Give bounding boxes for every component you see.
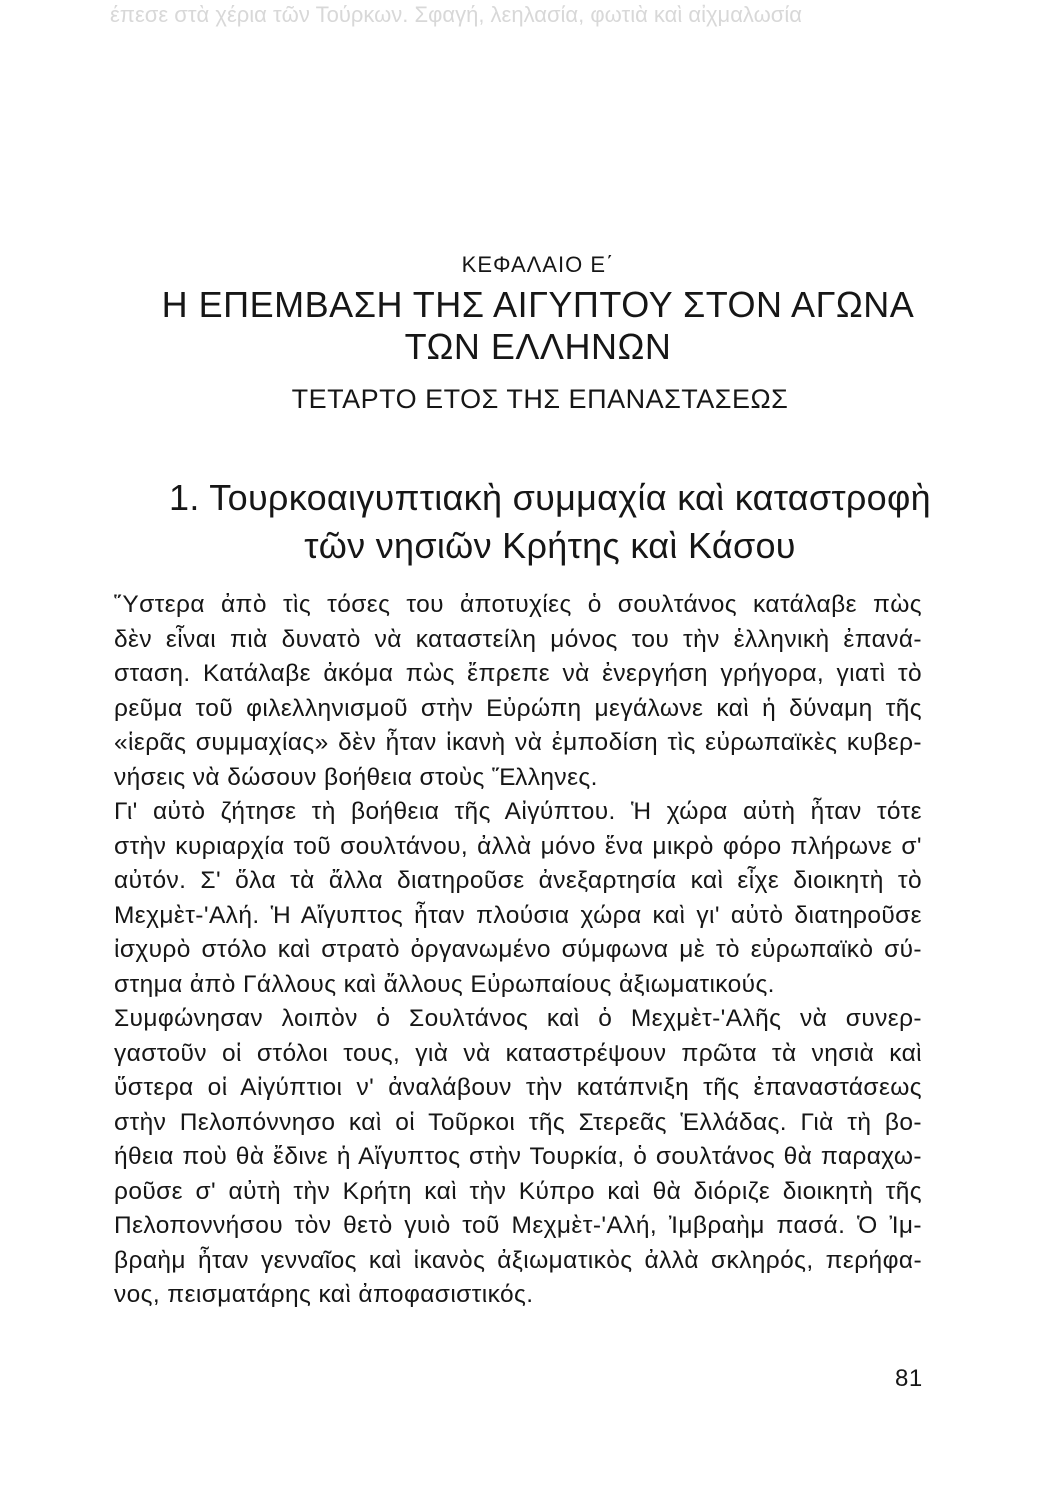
body-text xyxy=(114,588,922,1313)
text-line: γαστοῦν οἱ στόλοι τους, γιὰ νὰ καταστρέψουν πρῶτα τὰ νησιὰ καὶ xyxy=(114,1039,922,1067)
text-line: νος, πεισματάρης καὶ ἀποφασιστικός. xyxy=(114,1281,534,1308)
text-line: «ἱερᾶς συμμαχίας» δὲν ἦταν ἱκανὴ νὰ ἐμποδίση τὶς εὐρωπαϊκὲς κυβερ- xyxy=(114,729,922,756)
text-line: στημα ἀπὸ Γάλλους καὶ ἄλλους Εὐρωπαίους ἀξιωματικούς. xyxy=(114,970,775,998)
text-line: ἰσχυρὸ στόλο καὶ στρατὸ ὀργανωμένο σύμφωνα μὲ τὸ εὐρωπαϊκὸ σύ- xyxy=(114,936,922,963)
text-line: νήσεις νὰ δώσουν βοήθεια στοὺς Ἕλληνες. xyxy=(114,763,598,791)
paragraph xyxy=(114,795,922,1002)
chapter-title-line-1: Η ΕΠΕΜΒΑΣΗ ΤΗΣ ΑΙΓΥΠΤΟΥ ΣΤΟΝ ΑΓΩΝΑ xyxy=(161,284,915,325)
text-line: ὕστερα οἱ Αἰγύπτιοι ν' ἀναλάβουν τὴν κατάπνιξη τῆς ἐπαναστάσεως xyxy=(114,1074,922,1101)
text-line: Πελοποννήσου τὸν θετὸ γυιὸ τοῦ Μεχμὲτ-'Αλή, Ἰμβραὴμ πασά. Ὁ Ἰμ- xyxy=(114,1212,922,1239)
text-line: αὐτόν. Σ' ὅλα τὰ ἄλλα διατηροῦσε ἀνεξαρτησία καὶ εἶχε διοικητὴ τὸ xyxy=(114,867,922,894)
section-heading xyxy=(0,474,1040,570)
text-line: ροῦσε σ' αὐτὴ τὴν Κρήτη καὶ τὴν Κύπρο καὶ θὰ διόριζε διοικητὴ τῆς xyxy=(114,1177,922,1205)
text-line: δὲν εἶναι πιὰ δυνατὸ νὰ καταστείλη μόνος του τὴν ἑλληνικὴ ἐπανά- xyxy=(114,625,922,653)
text-line: βραὴμ ἦταν γενναῖος καὶ ἱκανὸς ἀξιωματικὸς ἀλλὰ σκληρός, περήφα- xyxy=(114,1246,922,1274)
text-line: Μεχμὲτ-'Αλή. Ἡ Αἴγυπτος ἦταν πλούσια χώρα καὶ γι' αὐτὸ διατηροῦσε xyxy=(114,901,922,929)
text-line: στὴν Πελοπόννησο καὶ οἱ Τοῦρκοι τῆς Στερεᾶς Ἑλλάδας. Γιὰ τὴ βο- xyxy=(114,1108,922,1136)
section-heading-line-2: τῶν νησιῶν Κρήτης καὶ Κάσου xyxy=(304,525,796,566)
text-line: Γι' αὐτὸ ζήτησε τὴ βοήθεια τῆς Αἰγύπτου. Ἡ χώρα αὐτὴ ἦταν τότε xyxy=(114,798,922,825)
text-line: ρεῦμα τοῦ φιλελληνισμοῦ στὴν Εὐρώπη μεγάλωνε καὶ ἡ δύναμη τῆς xyxy=(114,694,922,722)
chapter-subtitle: ΤΕΤΑΡΤΟ ΕΤΟΣ ΤΗΣ ΕΠΑΝΑΣΤΑΣΕΩΣ xyxy=(291,384,789,414)
text-line: ήθεια ποὺ θὰ ἔδινε ἡ Αἴγυπτος στὴν Τουρκία, ὁ σουλτάνος θὰ παραχω- xyxy=(114,1143,922,1170)
section-heading-line-1: 1. Τουρκοαιγυπτιακὴ συμμαχία καὶ καταστροφὴ xyxy=(169,477,931,518)
text-line: Συμφώνησαν λοιπὸν ὁ Σουλτάνος καὶ ὁ Μεχμὲτ-'Αλῆς νὰ συνερ- xyxy=(114,1005,922,1032)
text-line: σταση. Κατάλαβε ἀκόμα πὼς ἔπρεπε νὰ ἐνεργήση γρήγορα, γιατὶ τὸ xyxy=(114,660,922,687)
text-line: Ὕστερα ἀπὸ τὶς τόσες του ἀποτυχίες ὁ σουλτάνος κατάλαβε πὼς xyxy=(114,591,922,618)
bleed-through-text: έπεσε στὰ χέρια τῶν Τούρκων. Σφαγή, λεηλασία, φωτιὰ καὶ αἰχμαλωσία xyxy=(110,2,802,27)
chapter-title xyxy=(0,284,1040,368)
chapter-label: ΚΕΦΑΛΑΙΟ Ε΄ xyxy=(461,252,615,277)
text-line: στὴν κυριαρχία τοῦ σουλτάνου, ἀλλὰ μόνο ἕνα μικρὸ φόρο πλήρωνε σ' xyxy=(114,832,922,860)
paragraph xyxy=(114,1002,922,1313)
chapter-title-line-2: ΤΩΝ ΕΛΛΗΝΩΝ xyxy=(404,326,672,367)
page-number: 81 xyxy=(895,1365,923,1392)
paragraph xyxy=(114,588,922,795)
